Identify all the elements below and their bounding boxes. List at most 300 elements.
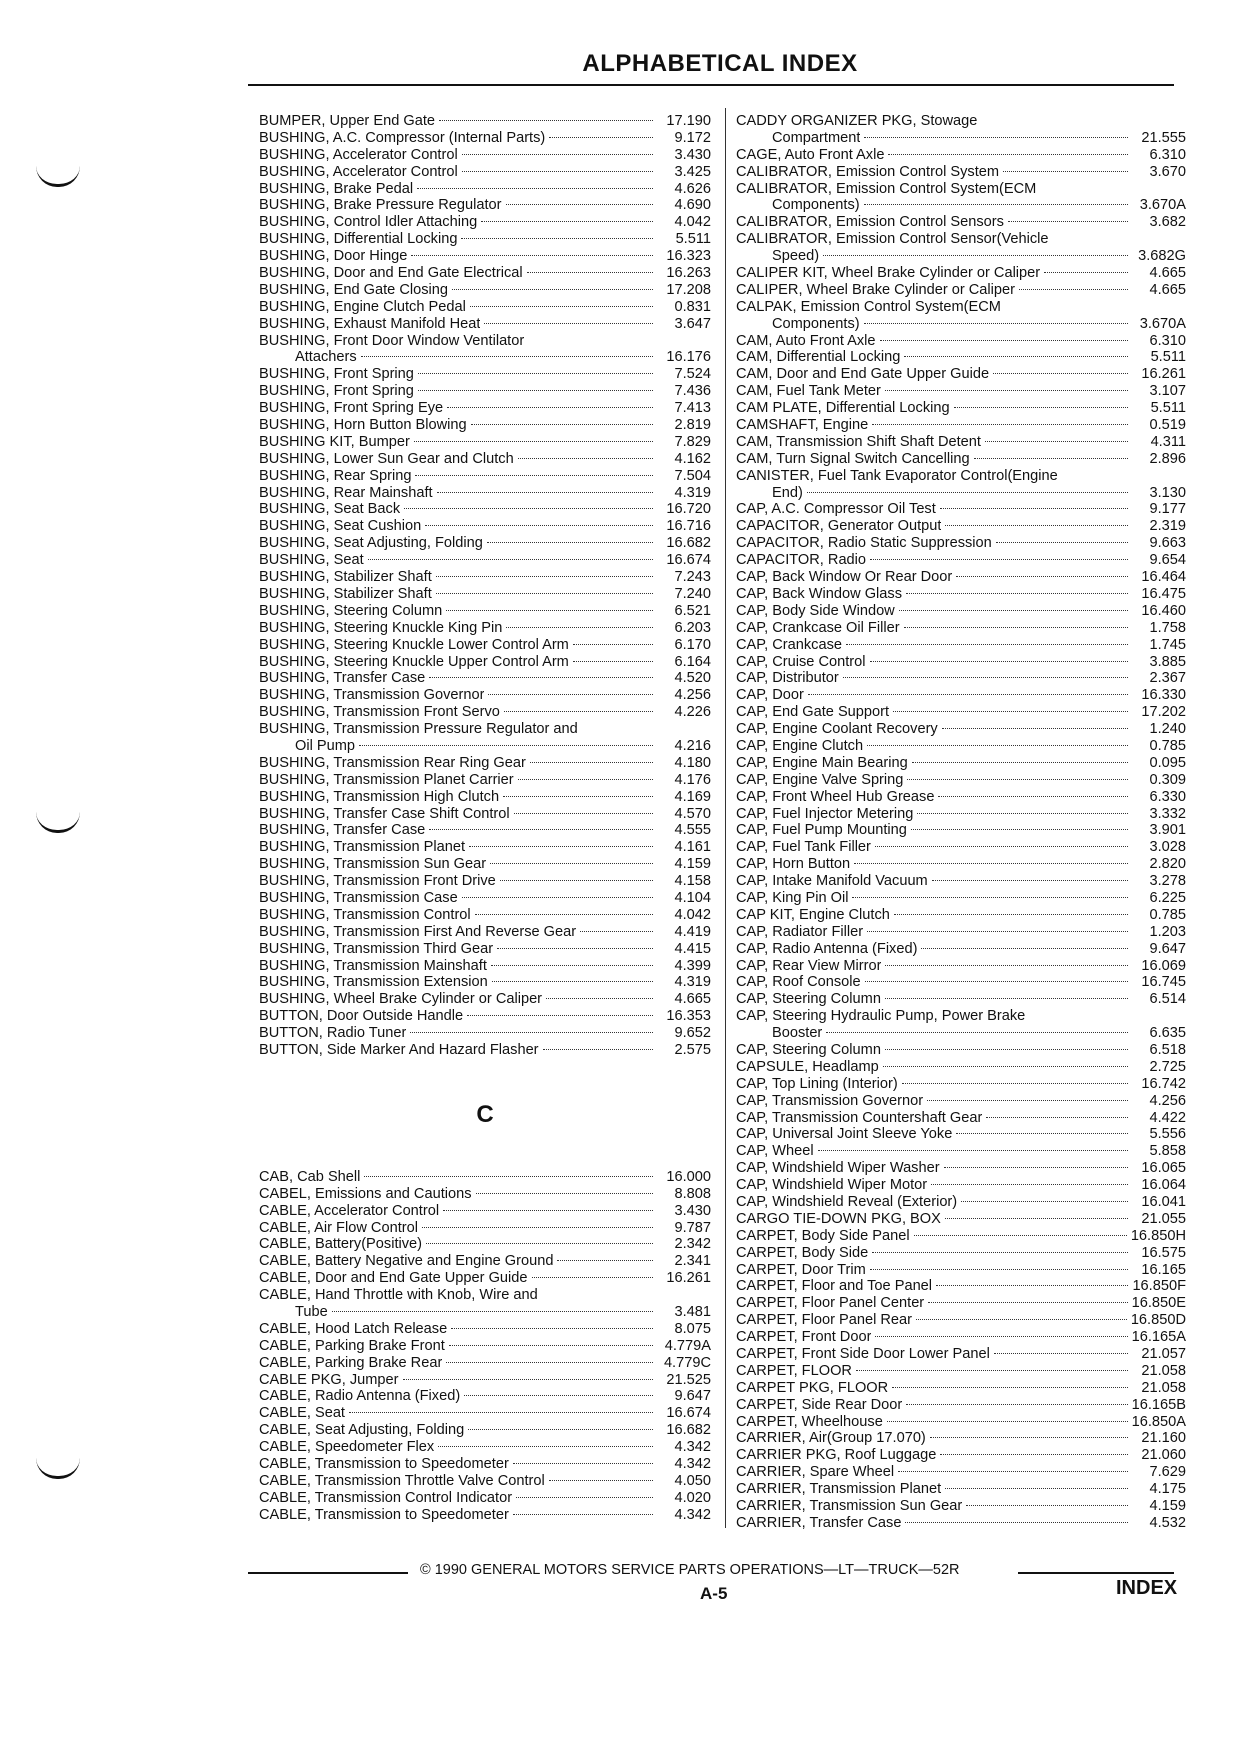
- entry-reference: 2.367: [1149, 670, 1186, 687]
- index-entry: [736, 1498, 1186, 1515]
- index-entry: [259, 299, 711, 316]
- index-entry: [736, 1312, 1186, 1329]
- index-entry: [736, 1515, 1186, 1532]
- index-entry: [736, 1464, 1186, 1481]
- entry-name: CABLE, Transmission Control Indicator: [259, 1489, 513, 1506]
- leader-dots: [905, 1522, 1128, 1523]
- index-entry: [259, 1321, 711, 1338]
- entry-name: CAP, Transmission Governor: [736, 1092, 924, 1109]
- index-entry: [736, 181, 1186, 198]
- entry-name: BUSHING, Rear Mainshaft: [259, 484, 433, 501]
- entry-reference: 2.342: [674, 1236, 711, 1253]
- leader-dots: [872, 1252, 1128, 1253]
- leader-dots: [468, 1429, 653, 1430]
- index-entry: [736, 1177, 1186, 1194]
- index-entry: [736, 603, 1186, 620]
- entry-name: BUSHING, Front Spring Eye: [259, 400, 444, 417]
- leader-dots: [823, 255, 1128, 256]
- entry-reference: 16.261: [1141, 366, 1186, 383]
- leader-dots: [557, 1260, 653, 1261]
- leader-dots: [887, 1421, 1128, 1422]
- entry-reference: 21.525: [666, 1371, 711, 1388]
- entry-reference: 4.555: [674, 822, 711, 839]
- leader-dots: [906, 1404, 1127, 1405]
- entry-reference: 3.107: [1149, 383, 1186, 400]
- binder-hole-mark: [36, 166, 80, 187]
- footer-rule: [248, 1572, 408, 1574]
- leader-dots: [974, 458, 1128, 459]
- index-entry: [736, 1025, 1186, 1042]
- index-entry: [736, 552, 1186, 569]
- index-entry: [259, 637, 711, 654]
- entry-reference: 7.413: [674, 400, 711, 417]
- index-entry: [259, 907, 711, 924]
- entry-name: CAP, Fuel Injector Metering: [736, 805, 914, 822]
- footer-copyright: © 1990 GENERAL MOTORS SERVICE PARTS OPERATIONS—LT—TRUCK—52R: [420, 1562, 960, 1578]
- index-entry: [736, 366, 1186, 383]
- entry-name: CAP, Windshield Wiper Motor: [736, 1177, 928, 1194]
- leader-dots: [514, 813, 653, 814]
- leader-dots: [867, 745, 1128, 746]
- entry-reference: 21.060: [1141, 1447, 1186, 1464]
- entry-reference: 16.745: [1141, 974, 1186, 991]
- entry-reference: 21.057: [1141, 1346, 1186, 1363]
- entry-name: BUSHING, Front Spring: [259, 366, 414, 383]
- index-entry: [259, 991, 711, 1008]
- binder-hole-mark: [36, 812, 80, 833]
- leader-dots: [469, 846, 653, 847]
- entry-name: CAP, Engine Valve Spring: [736, 771, 904, 788]
- index-entry: [259, 417, 711, 434]
- entry-name: Components): [772, 315, 860, 332]
- entry-reference: 6.521: [674, 602, 711, 619]
- entry-reference: 4.626: [674, 180, 711, 197]
- entry-reference: 17.208: [666, 281, 711, 298]
- entry-name: CARPET, Door Trim: [736, 1261, 866, 1278]
- entry-reference: 2.896: [1149, 450, 1186, 467]
- leader-dots: [410, 1032, 653, 1033]
- index-entry: [736, 1380, 1186, 1397]
- leader-dots: [549, 137, 653, 138]
- index-entry: [259, 1405, 711, 1422]
- leader-dots: [944, 1167, 1128, 1168]
- index-entry: [736, 1008, 1186, 1025]
- entry-name: CAP, Transmission Countershaft Gear: [736, 1109, 983, 1126]
- footer-rule: [1018, 1572, 1174, 1574]
- leader-dots: [843, 677, 1128, 678]
- leader-dots: [411, 255, 653, 256]
- leader-dots: [931, 1184, 1128, 1185]
- entry-name: CAP, A.C. Compressor Oil Test: [736, 501, 936, 518]
- leader-dots: [461, 238, 653, 239]
- index-entry: [736, 704, 1186, 721]
- index-list-b: [259, 113, 711, 1059]
- leader-dots: [403, 1379, 653, 1380]
- leader-dots: [885, 998, 1128, 999]
- entry-name: BUSHING, Differential Locking: [259, 231, 458, 248]
- leader-dots: [818, 1150, 1128, 1151]
- leader-dots: [429, 677, 653, 678]
- leader-dots: [826, 1032, 1128, 1033]
- entry-name: CAP, Fuel Pump Mounting: [736, 822, 907, 839]
- entry-name: CABLE, Transmission to Speedometer: [259, 1456, 509, 1473]
- leader-dots: [462, 897, 653, 898]
- leader-dots: [899, 610, 1128, 611]
- leader-dots: [437, 492, 653, 493]
- index-entry: [736, 620, 1186, 637]
- leader-dots: [503, 796, 653, 797]
- leader-dots: [546, 998, 653, 999]
- index-entry: [736, 839, 1186, 856]
- index-entry: [736, 518, 1186, 535]
- entry-name: CAMSHAFT, Engine: [736, 417, 869, 434]
- index-entry: [259, 856, 711, 873]
- leader-dots: [451, 1328, 653, 1329]
- entry-reference: 6.635: [1149, 1025, 1186, 1042]
- leader-dots: [543, 1049, 653, 1050]
- index-entry: [736, 468, 1186, 485]
- leader-dots: [438, 1446, 653, 1447]
- entry-name: CARRIER, Transfer Case: [736, 1514, 902, 1531]
- entry-reference: 1.758: [1149, 619, 1186, 636]
- leader-dots: [464, 1395, 653, 1396]
- index-entry: [736, 1346, 1186, 1363]
- leader-dots: [417, 188, 653, 189]
- entry-reference: 4.104: [674, 889, 711, 906]
- index-entry: [736, 1126, 1186, 1143]
- index-entry: [259, 1456, 711, 1473]
- entry-reference: 2.725: [1149, 1058, 1186, 1075]
- index-entry: [736, 231, 1186, 248]
- entry-name: CARPET, Front Side Door Lower Panel: [736, 1346, 990, 1363]
- entry-name: CABLE, Transmission Throttle Valve Control: [259, 1472, 545, 1489]
- entry-reference: 9.652: [674, 1025, 711, 1042]
- entry-name: BUSHING, Seat Back: [259, 501, 401, 518]
- entry-name: CAP, Distributor: [736, 670, 839, 687]
- entry-reference: 8.808: [674, 1185, 711, 1202]
- index-entry: [736, 214, 1186, 231]
- entry-reference: 3.430: [674, 146, 711, 163]
- index-entry: [736, 1093, 1186, 1110]
- index-entry: [259, 231, 711, 248]
- entry-reference: 16.720: [666, 501, 711, 518]
- leader-dots: [875, 846, 1128, 847]
- index-entry: [736, 907, 1186, 924]
- entry-reference: 0.831: [674, 298, 711, 315]
- entry-name: BUSHING, Stabilizer Shaft: [259, 585, 432, 602]
- index-entry: [259, 1169, 711, 1186]
- leader-dots: [996, 542, 1128, 543]
- entry-reference: 4.319: [674, 974, 711, 991]
- leader-dots: [883, 1066, 1128, 1067]
- entry-reference: 3.670A: [1139, 315, 1186, 332]
- index-entry: [736, 1447, 1186, 1464]
- entry-name: CAP, End Gate Support: [736, 704, 890, 721]
- leader-dots: [916, 1319, 1127, 1320]
- leader-dots: [912, 762, 1128, 763]
- entry-reference: 4.226: [674, 704, 711, 721]
- leader-dots: [888, 154, 1128, 155]
- index-entry: [736, 789, 1186, 806]
- leader-dots: [870, 1269, 1128, 1270]
- index-entry: [259, 1186, 711, 1203]
- entry-name: CABLE, Parking Brake Rear: [259, 1354, 443, 1371]
- entry-name: CADDY ORGANIZER PKG, Stowage: [736, 113, 978, 129]
- entry-name: CARRIER, Transmission Planet: [736, 1481, 942, 1498]
- index-entry: [736, 654, 1186, 671]
- entry-reference: 16.850F: [1132, 1278, 1186, 1295]
- entry-reference: 1.240: [1149, 721, 1186, 738]
- leader-dots: [580, 931, 653, 932]
- entry-name: CARPET, FLOOR: [736, 1362, 852, 1379]
- index-entry: [736, 1211, 1186, 1228]
- index-entry: [736, 1295, 1186, 1312]
- leader-dots: [921, 948, 1128, 949]
- entry-reference: 9.663: [1149, 535, 1186, 552]
- index-entry: [259, 687, 711, 704]
- index-entry: [259, 1236, 711, 1253]
- entry-name: CAP, Radio Antenna (Fixed): [736, 940, 918, 957]
- entry-name: BUSHING, Transmission Planet: [259, 839, 466, 856]
- entry-name: CAP, Crankcase: [736, 636, 842, 653]
- index-entry: [736, 113, 1186, 130]
- entry-name: CAP, Fuel Tank Filler: [736, 839, 871, 856]
- entry-reference: 16.353: [666, 1008, 711, 1025]
- index-entry: [736, 890, 1186, 907]
- entry-reference: 7.243: [674, 569, 711, 586]
- entry-reference: 4.665: [1149, 265, 1186, 282]
- entry-name: CALIBRATOR, Emission Control Sensors: [736, 214, 1004, 231]
- index-entry: [736, 1228, 1186, 1245]
- entry-reference: 21.555: [1141, 129, 1186, 146]
- leader-dots: [527, 272, 653, 273]
- index-entry: [259, 1338, 711, 1355]
- leader-dots: [856, 1370, 1128, 1371]
- entry-reference: 4.176: [674, 771, 711, 788]
- index-entry: [736, 806, 1186, 823]
- entry-reference: 4.690: [674, 197, 711, 214]
- leader-dots: [436, 576, 653, 577]
- entry-name: CALPAK, Emission Control System(ECM: [736, 298, 1001, 315]
- index-entry: [736, 164, 1186, 181]
- index-entry: [259, 924, 711, 941]
- entry-name: CABLE, Seat: [259, 1405, 345, 1422]
- entry-reference: 6.170: [674, 636, 711, 653]
- entry-name: CABLE, Hand Throttle with Knob, Wire and: [259, 1287, 538, 1304]
- leader-dots: [906, 593, 1128, 594]
- leader-dots: [359, 745, 653, 746]
- index-entry: [259, 1388, 711, 1405]
- index-entry: [259, 451, 711, 468]
- leader-dots: [549, 1480, 653, 1481]
- leader-dots: [930, 1437, 1128, 1438]
- page-number: A-5: [700, 1584, 728, 1603]
- entry-reference: 16.330: [1141, 687, 1186, 704]
- leader-dots: [945, 1218, 1128, 1219]
- index-column-right: [736, 113, 1186, 1532]
- index-entry: [736, 1110, 1186, 1127]
- entry-reference: 4.159: [674, 856, 711, 873]
- entry-name: CAPACITOR, Generator Output: [736, 518, 942, 535]
- entry-reference: 4.319: [674, 484, 711, 501]
- index-entry: [736, 130, 1186, 147]
- leader-dots: [573, 661, 653, 662]
- entry-name: BUSHING, End Gate Closing: [259, 281, 448, 298]
- entry-name: Compartment: [772, 129, 861, 146]
- index-entry: [259, 552, 711, 569]
- entry-reference: 4.216: [674, 737, 711, 754]
- entry-name: CAP, Engine Coolant Recovery: [736, 721, 938, 738]
- leader-dots: [361, 356, 653, 357]
- leader-dots: [506, 204, 653, 205]
- index-entry: [736, 721, 1186, 738]
- entry-name: CABLE, Speedometer Flex: [259, 1439, 435, 1456]
- entry-reference: 3.670A: [1139, 197, 1186, 214]
- leader-dots: [518, 458, 653, 459]
- leader-dots: [491, 965, 653, 966]
- entry-reference: 16.000: [666, 1168, 711, 1185]
- entry-reference: 5.858: [1149, 1143, 1186, 1160]
- entry-reference: 3.425: [674, 163, 711, 180]
- entry-name: BUSHING, Front Door Window Ventilator: [259, 332, 525, 349]
- index-entry: [736, 1414, 1186, 1431]
- entry-name: CARPET, Side Rear Door: [736, 1396, 903, 1413]
- entry-reference: 1.745: [1149, 636, 1186, 653]
- entry-name: BUSHING, Wheel Brake Cylinder or Caliper: [259, 991, 543, 1008]
- entry-name: CAP, Crankcase Oil Filler: [736, 619, 900, 636]
- entry-reference: 4.342: [674, 1439, 711, 1456]
- index-entry: [736, 1194, 1186, 1211]
- index-entry: [736, 147, 1186, 164]
- leader-dots: [985, 441, 1128, 442]
- index-entry: [259, 1025, 711, 1042]
- index-entry: [736, 1076, 1186, 1093]
- entry-name: CAB, Cab Shell: [259, 1168, 361, 1185]
- entry-name: BUSHING, Accelerator Control: [259, 146, 458, 163]
- leader-dots: [462, 154, 653, 155]
- entry-name: BUSHING, Seat Adjusting, Folding: [259, 535, 483, 552]
- entry-reference: 4.422: [1149, 1109, 1186, 1126]
- entry-name: BUSHING KIT, Bumper: [259, 433, 410, 450]
- entry-reference: 16.674: [666, 552, 711, 569]
- entry-reference: 9.647: [674, 1388, 711, 1405]
- entry-reference: 4.256: [1149, 1092, 1186, 1109]
- entry-reference: 4.042: [674, 214, 711, 231]
- entry-name: BUSHING, Stabilizer Shaft: [259, 569, 432, 586]
- entry-reference: 4.665: [674, 991, 711, 1008]
- entry-reference: 3.682G: [1138, 248, 1186, 265]
- index-entry: [736, 924, 1186, 941]
- entry-reference: 6.514: [1149, 991, 1186, 1008]
- index-entry: [736, 738, 1186, 755]
- entry-reference: 3.130: [1149, 484, 1186, 501]
- entry-name: BUSHING, Transmission Pressure Regulator and: [259, 721, 578, 738]
- index-entry: [736, 873, 1186, 890]
- entry-reference: 5.511: [1150, 400, 1186, 417]
- entry-name: BUSHING, Engine Clutch Pedal: [259, 298, 466, 315]
- leader-dots: [885, 390, 1128, 391]
- entry-reference: 4.399: [674, 957, 711, 974]
- leader-dots: [911, 829, 1128, 830]
- entry-name: BUSHING, Transmission Mainshaft: [259, 957, 487, 974]
- index-entry: [736, 197, 1186, 214]
- entry-reference: 4.520: [674, 670, 711, 687]
- leader-dots: [872, 424, 1128, 425]
- index-entry: [259, 738, 711, 755]
- entry-name: CALIPER, Wheel Brake Cylinder or Caliper: [736, 281, 1016, 298]
- leader-dots: [942, 728, 1128, 729]
- entry-name: CARPET, Body Side Panel: [736, 1227, 910, 1244]
- entry-name: CAP, Universal Joint Sleeve Yoke: [736, 1126, 953, 1143]
- leader-dots: [470, 306, 653, 307]
- entry-name: CABLE, Battery(Positive): [259, 1236, 423, 1253]
- entry-name: BUSHING, Control Idler Attaching: [259, 214, 478, 231]
- entry-reference: 6.310: [1149, 332, 1186, 349]
- entry-name: BUSHING, Accelerator Control: [259, 163, 458, 180]
- leader-dots: [446, 610, 653, 611]
- entry-name: CAP, Steering Column: [736, 1041, 881, 1058]
- leader-dots: [487, 542, 653, 543]
- entry-name: CABLE, Radio Antenna (Fixed): [259, 1388, 461, 1405]
- entry-name: CARGO TIE-DOWN PKG, BOX: [736, 1210, 941, 1227]
- entry-reference: 8.075: [674, 1320, 711, 1337]
- index-entry: [736, 687, 1186, 704]
- entry-reference: 9.647: [1149, 940, 1186, 957]
- index-entry: [259, 654, 711, 671]
- entry-name: CAM PLATE, Differential Locking: [736, 400, 950, 417]
- entry-name: Oil Pump: [295, 737, 356, 754]
- entry-reference: 16.065: [1141, 1160, 1186, 1177]
- entry-reference: 9.172: [674, 129, 711, 146]
- index-entry: [736, 535, 1186, 552]
- entry-reference: 0.785: [1149, 737, 1186, 754]
- index-entry: [259, 349, 711, 366]
- column-divider: [725, 108, 726, 1528]
- entry-name: CARPET, Front Door: [736, 1329, 872, 1346]
- entry-name: CAPSULE, Headlamp: [736, 1058, 879, 1075]
- entry-reference: 5.511: [675, 231, 711, 248]
- leader-dots: [917, 813, 1128, 814]
- index-column-left: [259, 113, 711, 1524]
- entry-name: CARPET, Wheelhouse: [736, 1413, 883, 1430]
- leader-dots: [414, 441, 653, 442]
- index-entry: [259, 434, 711, 451]
- entry-reference: 4.570: [674, 805, 711, 822]
- leader-dots: [404, 508, 653, 509]
- entry-name: CAM, Door and End Gate Upper Guide: [736, 366, 990, 383]
- leader-dots: [418, 390, 653, 391]
- index-entry: [259, 197, 711, 214]
- entry-reference: 4.050: [674, 1472, 711, 1489]
- index-entry: [736, 400, 1186, 417]
- index-entry: [736, 349, 1186, 366]
- entry-reference: 0.309: [1149, 771, 1186, 788]
- leader-dots: [914, 1235, 1127, 1236]
- leader-dots: [1003, 171, 1128, 172]
- entry-name: CARPET, Floor Panel Center: [736, 1295, 925, 1312]
- entry-name: CABLE, Hood Latch Release: [259, 1320, 448, 1337]
- entry-reference: 4.020: [674, 1489, 711, 1506]
- entry-name: CAP, Roof Console: [736, 974, 861, 991]
- entry-reference: 16.176: [666, 349, 711, 366]
- entry-name: BUSHING, Brake Pedal: [259, 180, 414, 197]
- entry-reference: 4.342: [674, 1456, 711, 1473]
- entry-reference: 6.164: [674, 653, 711, 670]
- index-entry: [736, 1278, 1186, 1295]
- entry-name: BUTTON, Side Marker And Hazard Flasher: [259, 1041, 539, 1058]
- index-entry: [736, 755, 1186, 772]
- leader-dots: [429, 829, 653, 830]
